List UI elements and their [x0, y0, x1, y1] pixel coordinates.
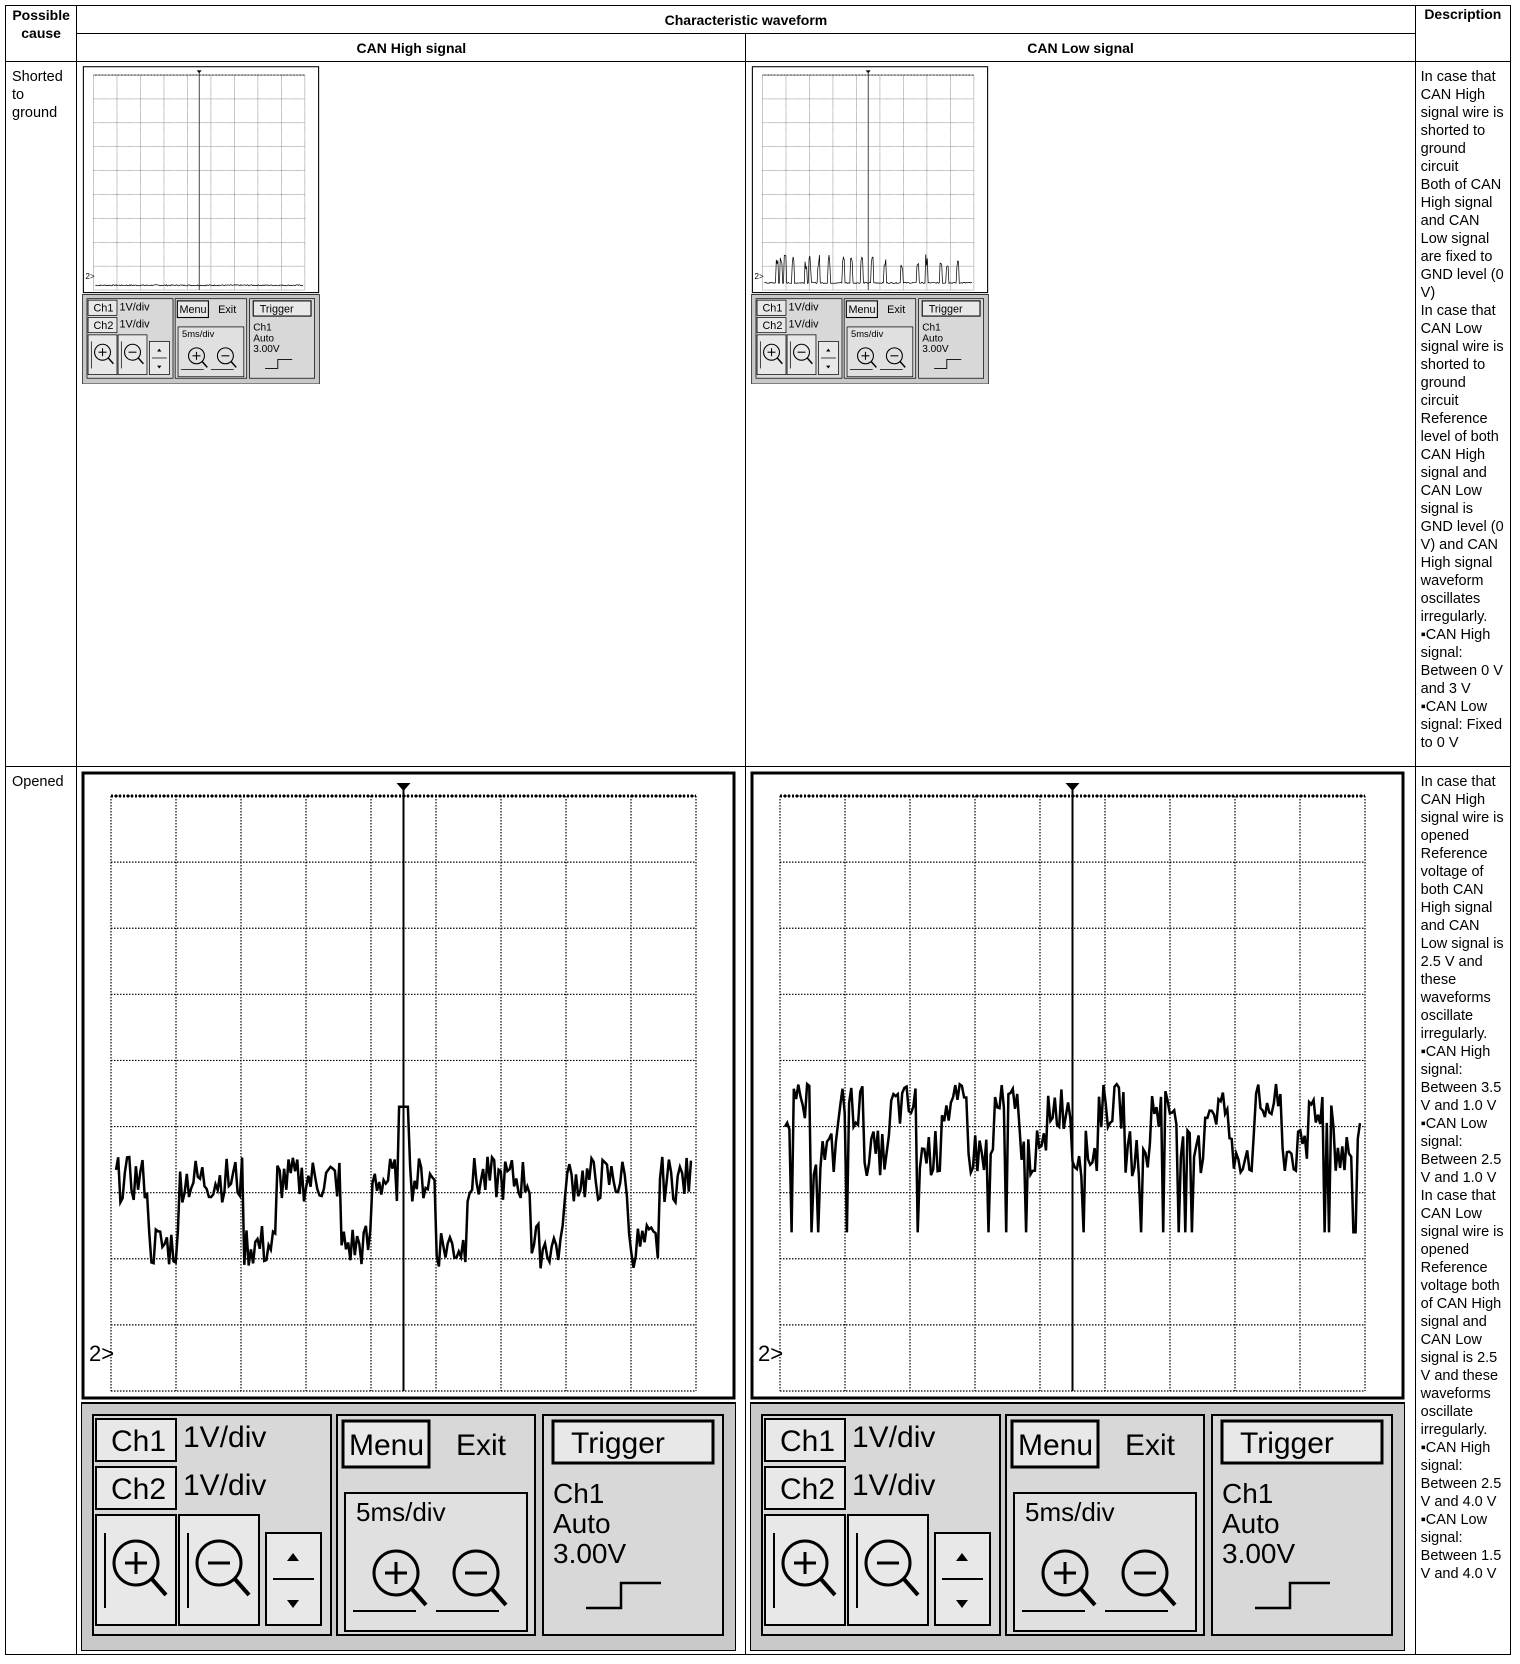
- trigger-mode-label: Auto: [1222, 1508, 1281, 1539]
- header-can-high: CAN High signal: [77, 34, 746, 62]
- desc-line: In case that CAN High signal wire is shorted to ground circuit: [1420, 69, 1504, 175]
- ch1-label: Ch1: [762, 302, 783, 315]
- ch2-label: Ch2: [93, 320, 114, 333]
- desc-line: In case that CAN High signal wire is opened: [1420, 774, 1504, 844]
- ch2-scale-label: 1V/div: [852, 1469, 936, 1502]
- ch2-label: Ch2: [111, 1473, 167, 1506]
- ch1-scale-label: 1V/div: [119, 301, 150, 314]
- scope-screen: [84, 67, 319, 293]
- trigger-label: Trigger: [929, 303, 964, 316]
- menu-label: Menu: [848, 304, 877, 317]
- ch2-scale-label: 1V/div: [119, 318, 150, 331]
- description-shorted: [1415, 62, 1510, 767]
- timebase-label: 5ms/div: [182, 328, 215, 340]
- ch2-label: Ch2: [780, 1473, 836, 1506]
- desc-line: ▪CAN Low signal: Fixed to 0 V: [1420, 699, 1503, 751]
- channel-2-marker: 2>: [758, 1341, 784, 1366]
- waveform-cell-opened-low: [746, 767, 1415, 1655]
- trigger-level-label: 3.00V: [922, 344, 950, 356]
- scope-screen: [753, 67, 988, 293]
- exit-label: Exit: [1125, 1429, 1176, 1462]
- cause-opened: Opened: [6, 767, 77, 1655]
- ch1-label: Ch1: [93, 302, 114, 315]
- trigger-mode-label: Auto: [553, 1508, 611, 1539]
- trigger-source-label: Ch1: [922, 322, 942, 334]
- desc-line: ▪CAN Low signal: Between 1.5 V and 4.0 V: [1420, 1512, 1502, 1582]
- trigger-label: Trigger: [1240, 1427, 1335, 1460]
- trigger-label: Trigger: [571, 1427, 666, 1460]
- trigger-source-label: Ch1: [1222, 1478, 1274, 1509]
- desc-line: In case that CAN Low signal wire is shorted to ground circuit: [1420, 303, 1504, 409]
- ch1-label: Ch1: [780, 1425, 836, 1458]
- ch1-scale-label: 1V/div: [183, 1421, 267, 1454]
- desc-line: Reference level of both CAN High signal and CAN Low signal is GND level (0 V) and CAN High signal waveform oscillates irregularly.: [1420, 411, 1504, 625]
- description-opened: [1415, 767, 1510, 1655]
- scope-shorted-can-high: [81, 66, 321, 384]
- ch2-scale-label: 1V/div: [788, 318, 820, 331]
- ch1-scale-label: 1V/div: [788, 301, 820, 314]
- timebase-label: 5ms/div: [1025, 1497, 1116, 1527]
- header-characteristic-waveform: Characteristic waveform: [77, 6, 1415, 34]
- cause-shorted: Shorted to ground: [6, 62, 77, 767]
- exit-label: Exit: [456, 1429, 507, 1462]
- ch2-label: Ch2: [762, 320, 783, 333]
- trigger-mode-label: Auto: [253, 333, 275, 345]
- channel-2-marker: 2>: [85, 272, 95, 282]
- trigger-source-label: Ch1: [553, 1478, 605, 1509]
- header-possible-cause: Possible cause: [6, 6, 77, 62]
- waveform-cell-shorted-high: [77, 62, 746, 767]
- menu-label: Menu: [349, 1429, 425, 1462]
- scope-screen: [83, 773, 734, 1398]
- scope-screen: [752, 773, 1403, 1398]
- desc-line: ▪CAN High signal: Between 0 V and 3 V: [1420, 627, 1503, 697]
- desc-line: ▪CAN Low signal: Between 2.5 V and 1.0 V: [1420, 1116, 1502, 1186]
- desc-line: ▪CAN High signal: Between 3.5 V and 1.0 V: [1420, 1044, 1502, 1114]
- header-can-low: CAN Low signal: [746, 34, 1415, 62]
- desc-line: Reference voltage of both CAN High signal and CAN Low signal is 2.5 V and these waveforms oscillate irregularly.: [1420, 846, 1504, 1042]
- scope-opened-can-high: [81, 771, 736, 1651]
- desc-line: Both of CAN High signal and CAN Low signal are fixed to GND level (0 V): [1420, 177, 1504, 301]
- trigger-level-label: 3.00V: [1222, 1538, 1296, 1569]
- channel-2-marker: 2>: [89, 1341, 115, 1366]
- trigger-mode-label: Auto: [922, 333, 944, 345]
- menu-label: Menu: [179, 304, 207, 317]
- trigger-source-label: Ch1: [253, 322, 272, 334]
- exit-label: Exit: [887, 304, 906, 317]
- desc-line: In case that CAN Low signal wire is opened: [1420, 1188, 1504, 1258]
- scope-opened-can-low: [750, 771, 1405, 1651]
- waveform-cell-opened-high: [77, 767, 746, 1655]
- waveform-cell-shorted-low: [746, 62, 1415, 767]
- timebase-label: 5ms/div: [851, 328, 884, 340]
- trigger-label: Trigger: [259, 303, 294, 316]
- zoom-out-button: [848, 1515, 928, 1625]
- ch1-scale-label: 1V/div: [852, 1421, 936, 1454]
- scope-shorted-can-low: [750, 66, 990, 384]
- zoom-out-button: [788, 335, 817, 375]
- timebase-label: 5ms/div: [356, 1497, 446, 1527]
- menu-label: Menu: [1018, 1429, 1094, 1462]
- channel-2-marker: 2>: [754, 272, 765, 282]
- ch1-label: Ch1: [111, 1425, 167, 1458]
- desc-line: Reference voltage both of CAN High signal and CAN Low signal is 2.5 V and these waveforms oscillate irregularly.: [1420, 1260, 1502, 1438]
- desc-line: ▪CAN High signal: Between 2.5 V and 4.0 V: [1420, 1440, 1502, 1510]
- zoom-out-button: [118, 335, 147, 375]
- zoom-out-button: [179, 1515, 259, 1625]
- header-description: Description: [1415, 6, 1510, 62]
- trigger-level-label: 3.00V: [253, 344, 280, 356]
- trigger-level-label: 3.00V: [553, 1538, 627, 1569]
- exit-label: Exit: [218, 304, 237, 317]
- ch2-scale-label: 1V/div: [183, 1469, 267, 1502]
